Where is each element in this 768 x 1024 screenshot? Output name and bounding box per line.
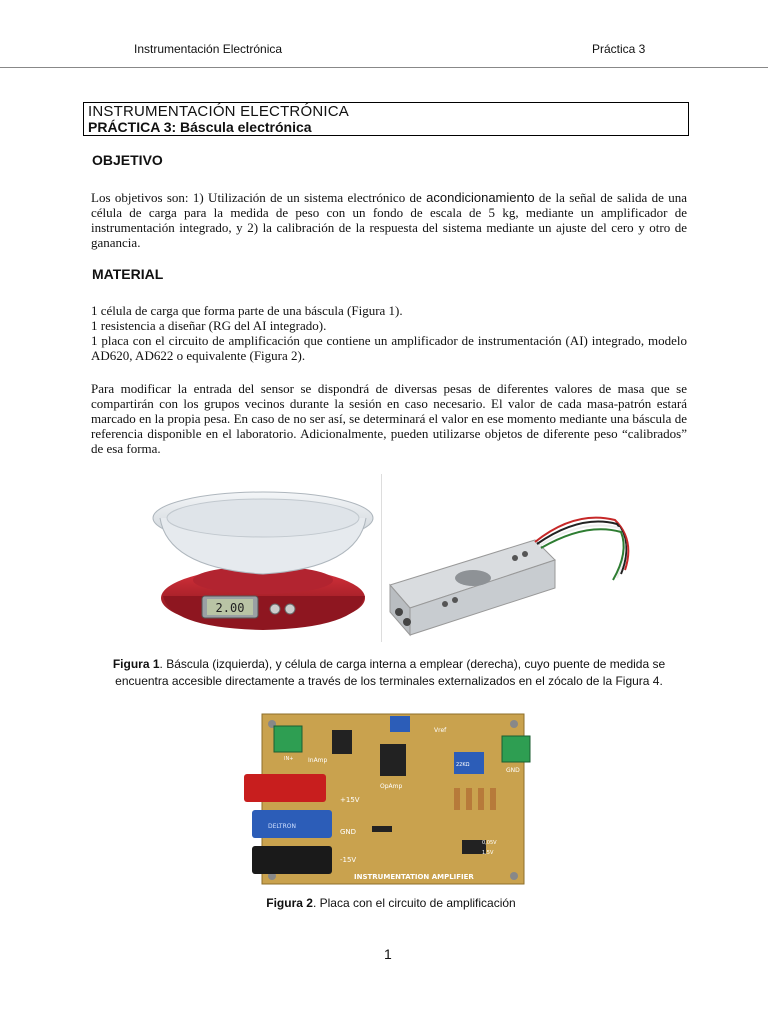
- material-para-text: Para modificar la entrada del sensor se dispondrá de diversas pesas de diferentes valores de masa que se compartirán con los grupos vecinos durante la sesión en caso necesario. El valor de cada masa-patrón estará marcado en la propia pesa. En caso de no ser así, se determinará el valor en ese momento mediante una báscula de referencia disponible en el laboratorio. Adicionalmente, pueden utilizarse objetos de diferente peso “calibrados” de esa forma.: [91, 381, 687, 456]
- pcb-label-inamp: InAmp: [308, 757, 328, 764]
- page-number: 1: [384, 946, 392, 962]
- amplifier-pcb-image: [244, 706, 538, 890]
- header-left: Instrumentación Electrónica: [134, 42, 283, 56]
- title-line2: PRÁCTICA 3: Báscula electrónica: [88, 119, 312, 135]
- kitchen-scale-image: [150, 478, 380, 638]
- figure2-caption: [244, 895, 538, 912]
- material-line-3: 1 placa con el circuito de amplificación que contiene un amplificador de instrumentación (AI) integrado, modelo AD620, AD622 o equivalente (Figura 2).: [91, 333, 687, 363]
- objetivo-heading: OBJETIVO: [92, 152, 163, 168]
- objetivo-text-b: acondicionamiento: [426, 190, 535, 205]
- header-rule: [0, 67, 768, 68]
- figure2-caption-label: Figura 2: [266, 896, 313, 910]
- pcb-label-gnd: GND: [340, 828, 357, 836]
- pcb-label-005v: 0,05V: [482, 840, 497, 846]
- material-heading: MATERIAL: [92, 266, 164, 282]
- figure2-caption-text: . Placa con el circuito de amplificación: [312, 896, 516, 910]
- objetivo-paragraph: [91, 190, 687, 250]
- pcb-label-inplus: IN+: [284, 756, 294, 762]
- pcb-label-gnd2: GND: [506, 767, 520, 774]
- figure1-caption-label: Figura 1: [112, 657, 160, 671]
- scale-display-value: 2.00: [215, 601, 245, 615]
- pcb-label-pot: 22KΩ: [456, 762, 470, 768]
- title-line1: INSTRUMENTACIÓN ELECTRÓNICA: [88, 103, 349, 120]
- figure1-divider: [381, 474, 382, 642]
- material-list: [91, 303, 687, 363]
- pcb-label-board: INSTRUMENTATION AMPLIFIER: [354, 873, 474, 881]
- objetivo-text-a: Los objetivos son: 1) Utilización de un sistema electrónico de: [91, 190, 427, 205]
- pcb-label-15v: 1,5V: [482, 850, 494, 856]
- pcb-label-minus15: -15V: [340, 856, 357, 864]
- pcb-label-brand: DELTRON: [268, 823, 296, 830]
- figure1-caption-text: . Báscula (izquierda), y célula de carga interna a emplear (derecha), cuyo puente de medida se encuentra accesible directamente a través de los terminales externalizados en el zócalo de la Figura 4.: [115, 657, 666, 688]
- objetivo-text-c: de la señal de salida de una célula de carga para la medida de peso con un fondo de escala de 5 kg, mediante un amplificador de instrumentación integrado, y 2) la calibración de la respuesta del sistema mediante un ajuste del cero y otro de ganancia.: [91, 190, 687, 250]
- figure1-caption: [92, 656, 686, 690]
- material-line-2: 1 resistencia a diseñar (RG del AI integrado).: [91, 318, 327, 333]
- material-paragraph: [91, 381, 687, 456]
- header-right: Práctica 3: [592, 42, 646, 56]
- pcb-label-vref: Vref: [434, 727, 447, 734]
- pcb-label-opamp: OpAmp: [380, 783, 403, 790]
- load-cell-image: [385, 500, 635, 640]
- pcb-label-plus15: +15V: [340, 796, 360, 804]
- material-line-1: 1 célula de carga que forma parte de una báscula (Figura 1).: [91, 303, 403, 318]
- title-box: [83, 102, 689, 136]
